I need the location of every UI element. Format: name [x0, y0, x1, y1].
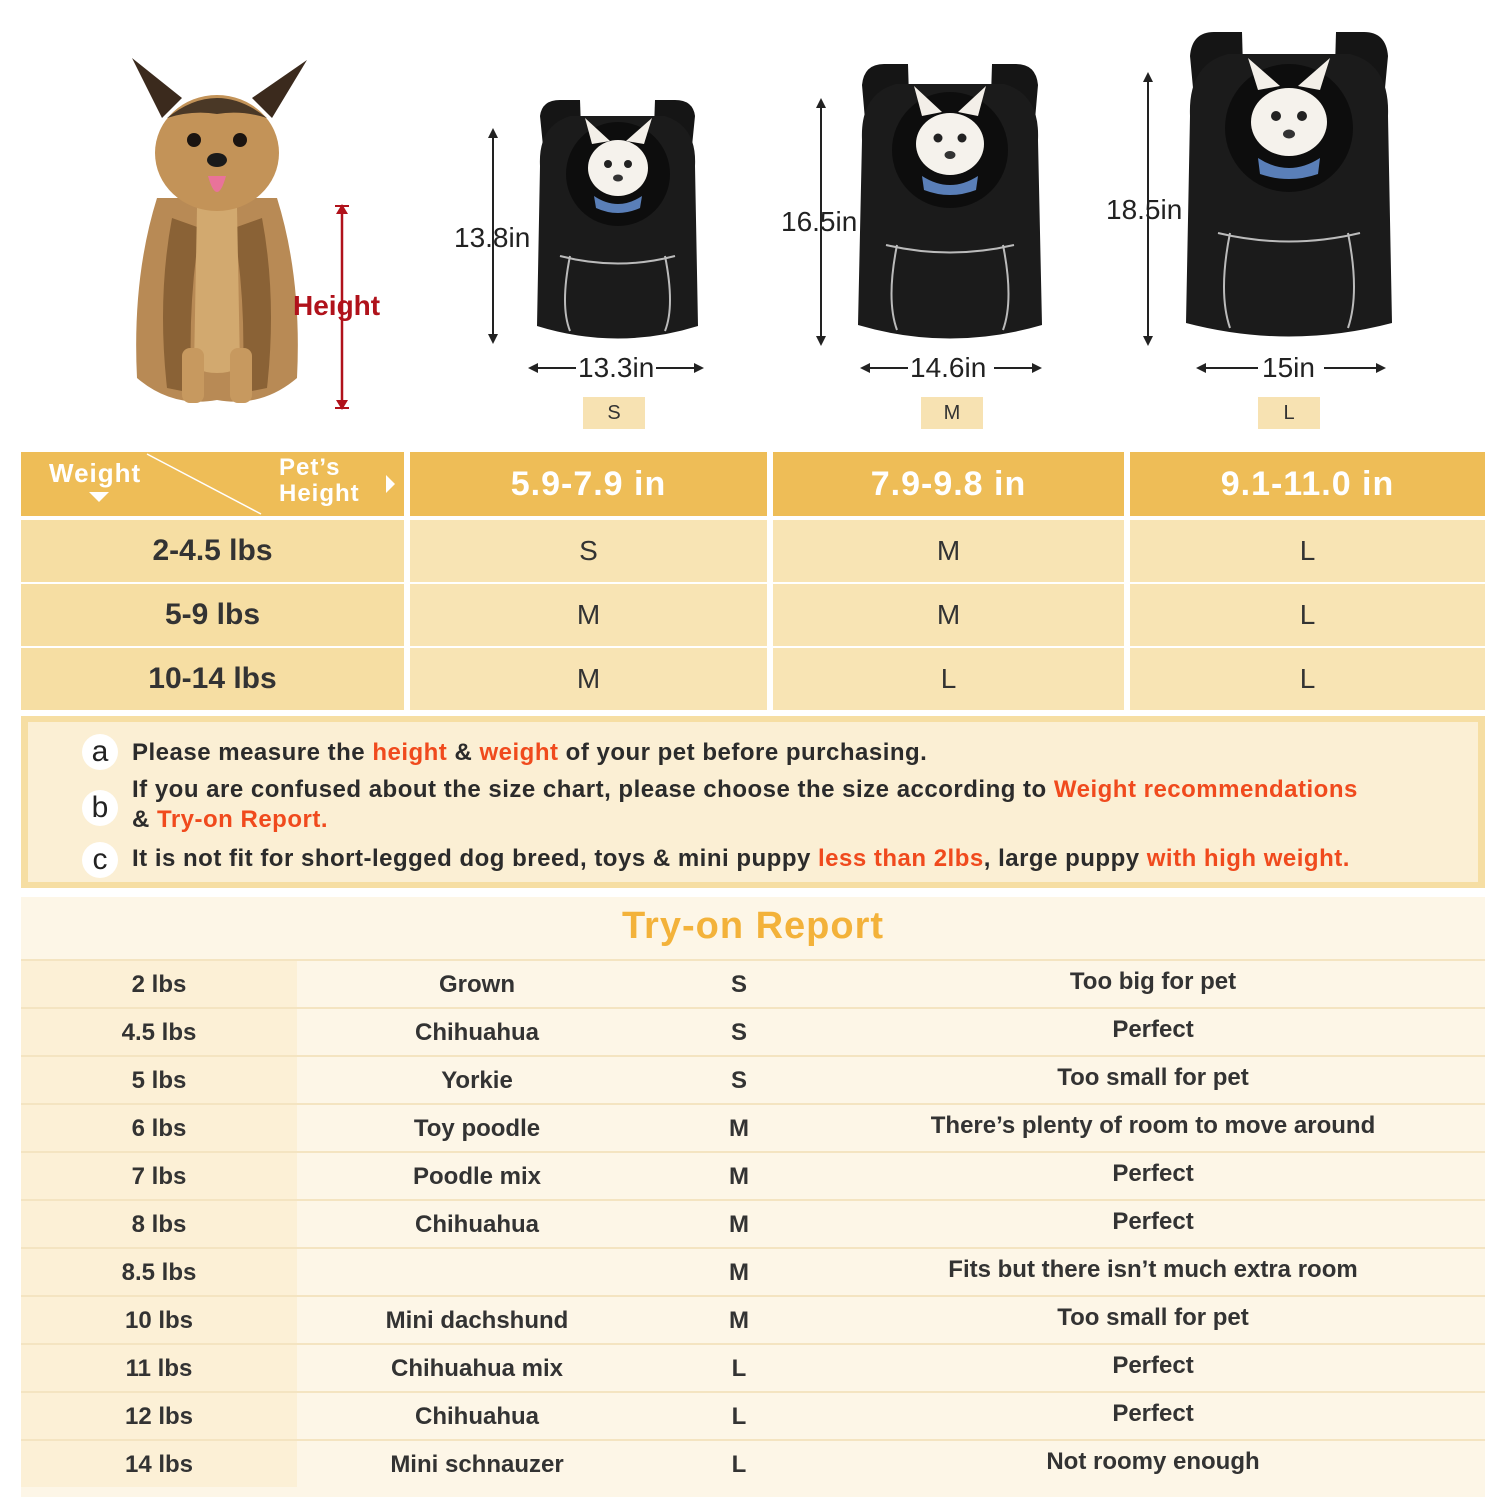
size-tag-m: M — [921, 397, 983, 429]
report-result: Perfect — [1112, 1016, 1194, 1043]
report-result: Too small for pet — [1057, 1064, 1249, 1091]
size-chart-cell: M — [410, 648, 767, 710]
report-weight: 7 lbs — [21, 1153, 297, 1199]
note-letter-a: a — [82, 734, 118, 770]
report-size: L — [731, 1403, 747, 1430]
table-row — [21, 1247, 1485, 1295]
table-row — [21, 1055, 1485, 1103]
note-a-text: Please measure the height & weight of your pet before purchasing. — [132, 739, 928, 766]
report-size: M — [729, 1163, 749, 1190]
table-row — [21, 1151, 1485, 1199]
report-result: Too small for pet — [1057, 1304, 1249, 1331]
sizing-notes — [21, 716, 1485, 888]
report-breed: Toy poodle — [413, 1115, 541, 1142]
table-row — [21, 959, 1485, 1007]
right-triangle-icon — [386, 475, 395, 493]
note-b-text: If you are confused about the size chart, please choose the size according to Weight recommendations & Try-on Report. — [132, 776, 1358, 833]
report-weight: 14 lbs — [21, 1441, 297, 1487]
size-chart-cell: L — [773, 648, 1124, 710]
try-on-report — [21, 897, 1485, 1497]
size-tag-l: L — [1258, 397, 1320, 429]
report-result: There’s plenty of room to move around — [930, 1112, 1376, 1139]
report-breed — [297, 1249, 657, 1295]
report-result: Perfect — [1112, 1208, 1194, 1235]
report-breed: Yorkie — [441, 1067, 513, 1094]
size-chart-cell: M — [773, 584, 1124, 646]
report-size: L — [731, 1355, 747, 1382]
table-row — [21, 1343, 1485, 1391]
table-row — [21, 1007, 1485, 1055]
size-chart-cell: M — [410, 584, 767, 646]
size-chart-weight-label: 5-9 lbs — [21, 584, 404, 646]
yorkie-dog-image — [112, 48, 322, 408]
report-weight: 6 lbs — [21, 1105, 297, 1151]
report-size: S — [730, 971, 747, 998]
note-letter-b: b — [82, 790, 118, 826]
product-illustration — [0, 0, 1500, 440]
size-chart-cell: L — [1130, 584, 1485, 646]
report-weight: 4.5 lbs — [21, 1009, 297, 1055]
table-row — [21, 1295, 1485, 1343]
report-breed: Chihuahua — [415, 1211, 539, 1238]
report-weight: 8 lbs — [21, 1201, 297, 1247]
pack-width-label-s: 13.3in — [578, 352, 655, 383]
report-weight: 8.5 lbs — [21, 1249, 297, 1295]
report-breed: Grown — [439, 971, 515, 998]
pack-width-label-l: 15in — [1262, 352, 1315, 383]
report-breed: Chihuahua — [415, 1019, 539, 1046]
report-size: S — [730, 1067, 747, 1094]
pack-width-label-m: 14.6in — [910, 352, 987, 383]
pack-height-label-m: 16.5in — [781, 206, 858, 237]
report-weight: 2 lbs — [21, 961, 297, 1007]
report-breed: Mini schnauzer — [390, 1451, 564, 1478]
size-chart-column-header: 7.9-9.8 in — [773, 452, 1124, 516]
size-chart-column-header: 9.1-11.0 in — [1130, 452, 1485, 516]
report-size: S — [730, 1019, 747, 1046]
size-chart-cell: S — [410, 520, 767, 582]
backpack-small-image — [530, 96, 705, 346]
report-result: Perfect — [1112, 1352, 1194, 1379]
corner-height-label-1: Pet’s — [279, 454, 341, 481]
size-chart-cell: M — [773, 520, 1124, 582]
report-size: M — [729, 1115, 749, 1142]
report-weight: 11 lbs — [21, 1345, 297, 1391]
height-label: Height — [293, 290, 381, 321]
report-result: Fits but there isn’t much extra room — [948, 1256, 1358, 1283]
backpack-medium-image — [852, 60, 1048, 348]
table-row — [21, 1103, 1485, 1151]
report-weight: 5 lbs — [21, 1057, 297, 1103]
size-chart-cell: L — [1130, 520, 1485, 582]
table-row — [21, 1199, 1485, 1247]
report-size: M — [729, 1211, 749, 1238]
report-breed: Chihuahua — [415, 1403, 539, 1430]
report-result: Perfect — [1112, 1160, 1194, 1187]
corner-height-label-2: Height — [279, 480, 360, 507]
report-breed: Chihuahua mix — [390, 1355, 564, 1382]
size-chart-weight-label: 2-4.5 lbs — [21, 520, 404, 582]
report-size: M — [729, 1307, 749, 1334]
table-row — [21, 1439, 1485, 1487]
pack-height-label-l: 18.5in — [1106, 194, 1183, 225]
report-weight: 10 lbs — [21, 1297, 297, 1343]
report-size: L — [731, 1451, 747, 1478]
size-chart-corner-header — [21, 452, 404, 516]
table-row — [21, 1391, 1485, 1439]
down-triangle-icon — [89, 492, 109, 502]
size-chart-cell: L — [1130, 648, 1485, 710]
report-result: Perfect — [1112, 1400, 1194, 1427]
corner-weight-label: Weight — [49, 458, 142, 488]
size-chart-column-header: 5.9-7.9 in — [410, 452, 767, 516]
report-result: Not roomy enough — [1046, 1448, 1260, 1475]
size-tag-s: S — [583, 397, 645, 429]
note-letter-c: c — [82, 842, 118, 878]
report-weight: 12 lbs — [21, 1393, 297, 1439]
report-title: Try-on Report — [621, 905, 885, 947]
note-c-text: It is not fit for short-legged dog breed, toys & mini puppy less than 2lbs, large puppy with high weight. — [132, 845, 1350, 872]
report-result: Too big for pet — [1069, 968, 1237, 995]
backpack-large-image — [1180, 28, 1398, 346]
pack-height-label-s: 13.8in — [454, 222, 531, 253]
report-breed: Mini dachshund — [385, 1307, 569, 1334]
report-size: M — [729, 1259, 749, 1286]
size-chart-weight-label: 10-14 lbs — [21, 648, 404, 710]
report-breed: Poodle mix — [412, 1163, 542, 1190]
